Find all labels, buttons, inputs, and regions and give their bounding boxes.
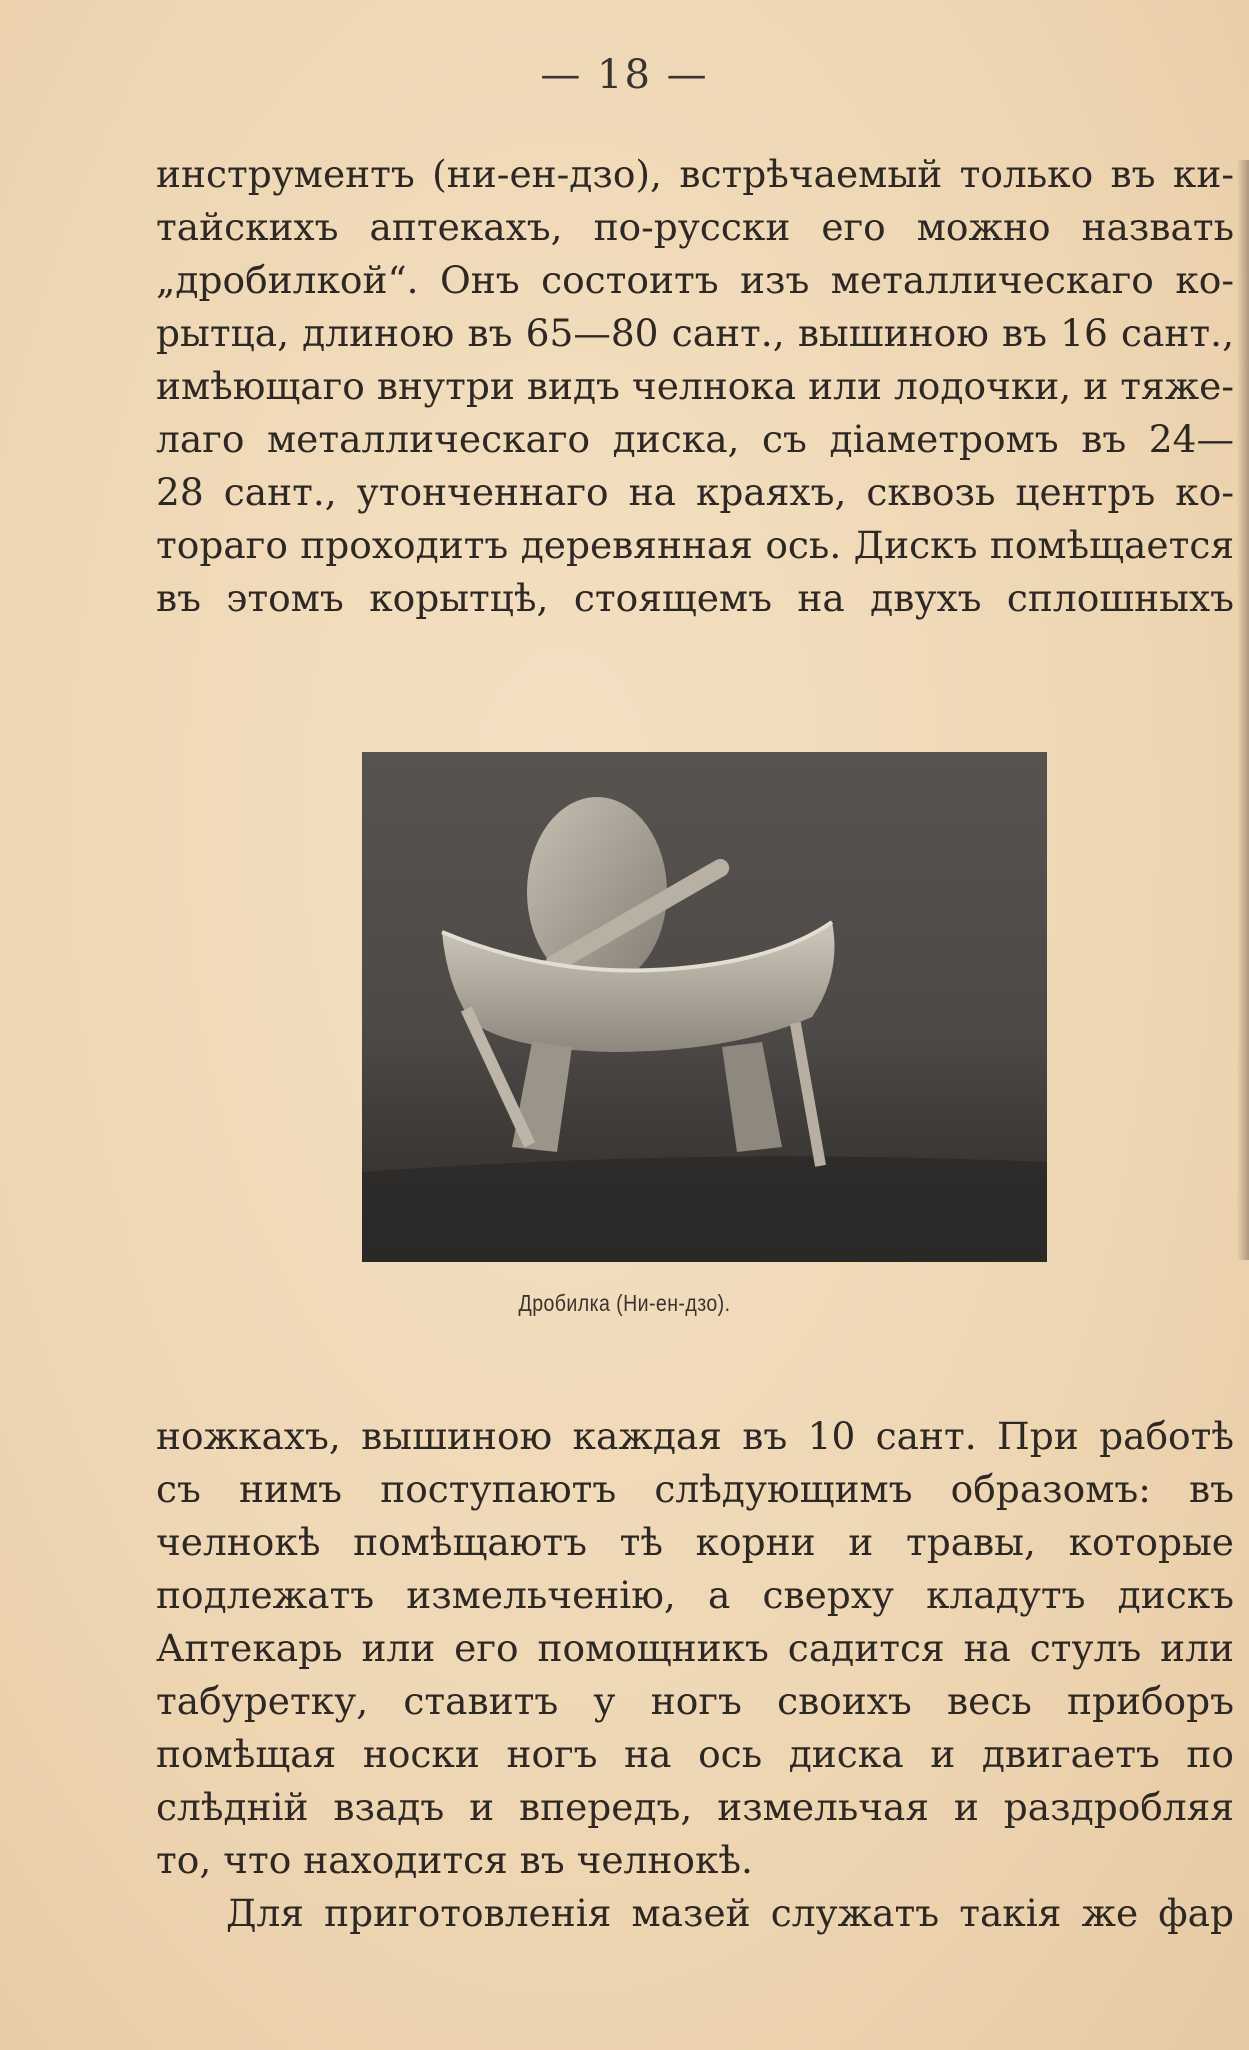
- text-line: „дробилкой“. Онъ состоитъ изъ металлическаго ко-: [156, 258, 1234, 302]
- text-line: Для приготовленія мазей служатъ такія же фар: [226, 1891, 1234, 1935]
- text-line: табуретку, ставитъ у ногъ своихъ весь приборъ: [156, 1679, 1234, 1723]
- text-line: лаго металлическаго диска, съ діаметромъ въ 24—: [156, 417, 1234, 461]
- text-line: помѣщая носки ногъ на ось диска и двигаетъ по: [156, 1732, 1234, 1776]
- page-number: — 18 —: [540, 52, 709, 98]
- text-line: челнокѣ помѣщаютъ тѣ корни и травы, которые: [156, 1520, 1234, 1564]
- text-line: 28 сант., утонченнаго на краяхъ, сквозь центръ ко-: [156, 470, 1234, 514]
- photo-table-shadow: [362, 1156, 1047, 1262]
- text-line: съ нимъ поступаютъ слѣдующимъ образомъ: въ: [156, 1467, 1234, 1511]
- text-line: тайскихъ аптекахъ, по-русски его можно назвать: [156, 205, 1234, 249]
- text-line: ножкахъ, вышиною каждая въ 10 сант. При работѣ: [156, 1414, 1234, 1458]
- text-line: подлежатъ измельченію, а сверху кладутъ дискъ: [156, 1573, 1234, 1617]
- text-line: въ этомъ корытцѣ, стоящемъ на двухъ сплошныхъ: [156, 576, 1234, 620]
- text-line: тораго проходитъ деревянная ось. Дискъ помѣщается: [156, 523, 1234, 567]
- text-line: Аптекарь или его помощникъ садится на стулъ или: [156, 1626, 1234, 1670]
- page-edge-shadow: [1237, 160, 1249, 1260]
- text-line: инструментъ (ни-ен-дзо), встрѣчаемый только въ ки-: [156, 152, 1234, 196]
- crusher-photo: [362, 752, 1047, 1262]
- text-line: то, что находится въ челнокѣ.: [156, 1838, 753, 1882]
- text-line: слѣдній взадъ и впередъ, измельчая и раздробляя: [156, 1785, 1234, 1829]
- paragraph-top: [156, 148, 1234, 625]
- crusher-illustration: [362, 752, 1047, 1262]
- figure-caption: Дробилка (Ни-ен-дзо).: [518, 1290, 731, 1316]
- text-line: имѣющаго внутри видъ челнока или лодочки, и тяже-: [156, 364, 1234, 408]
- text-line: рытца, длиною въ 65—80 сант., вышиною въ 16 сант.,: [156, 311, 1234, 355]
- paragraph-bottom: [156, 1410, 1234, 1940]
